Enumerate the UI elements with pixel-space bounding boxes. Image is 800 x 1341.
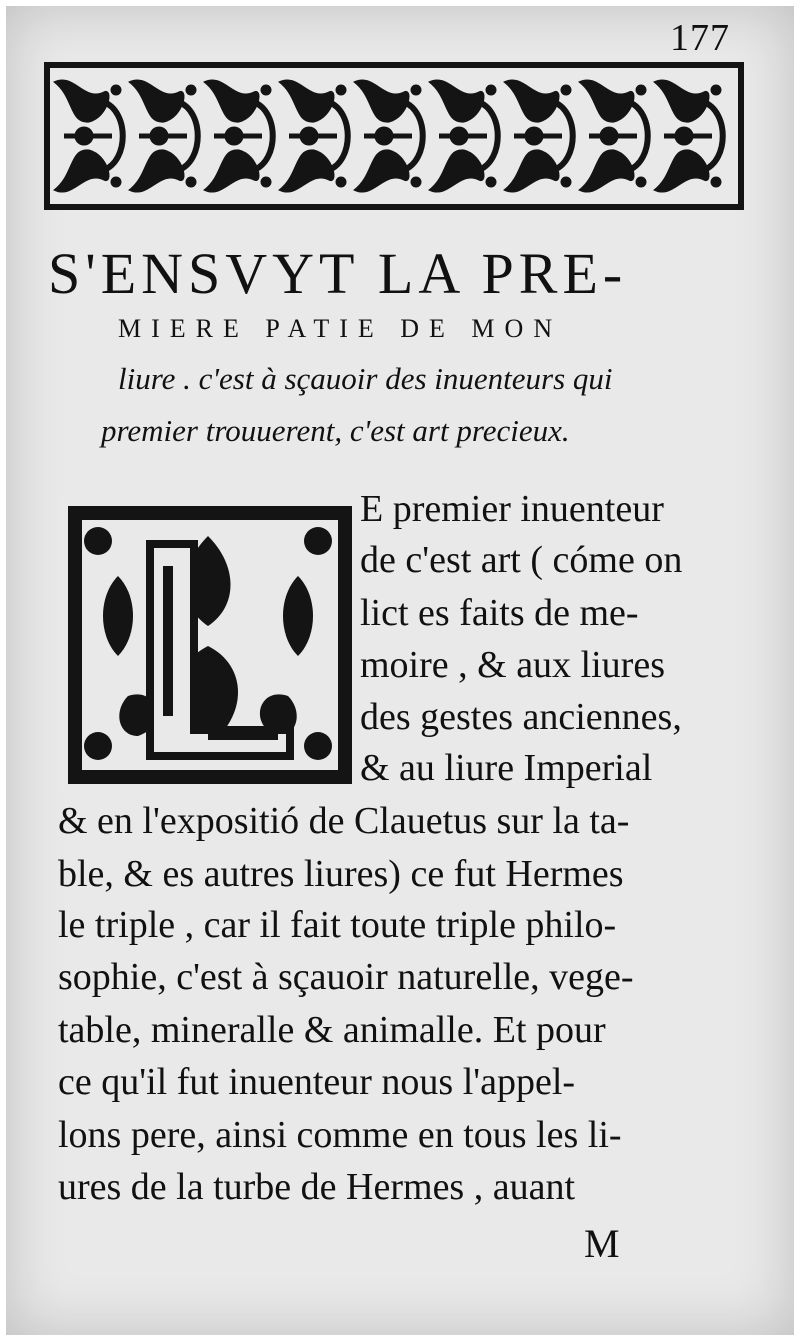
body-line: table, mineralle & animalle. Et pour xyxy=(58,1009,606,1051)
page-number: 177 xyxy=(670,17,730,59)
decorated-initial-L-icon xyxy=(58,496,362,794)
book-page xyxy=(6,6,794,1335)
body-line: & au liure Imperial xyxy=(360,747,653,789)
signature-mark: M xyxy=(584,1221,620,1266)
body-line: de c'est art ( cóme on xyxy=(360,539,683,581)
body-line: ble, & es autres liures) ce fut Hermes xyxy=(58,853,624,895)
heading-line-2: MIERE PATIE DE MON xyxy=(118,314,563,343)
heading-line-4: premier trouuerent, c'est art precieux. xyxy=(101,413,570,448)
body-line: lict es faits de me- xyxy=(360,592,639,634)
body-line: des gestes anciennes, xyxy=(360,696,682,738)
heading-line-1: S'ENSVYT LA PRE- xyxy=(48,241,628,306)
body-line: moire , & aux liures xyxy=(360,644,665,686)
body-line: ce qu'il fut inuenteur nous l'appel- xyxy=(58,1061,576,1103)
body-line: ures de la turbe de Hermes , auant xyxy=(58,1166,576,1208)
body-line: le triple , car il fait toute triple philo- xyxy=(58,904,617,946)
body-line: & en l'expositió de Clauetus sur la ta- xyxy=(58,800,630,842)
heading-line-3: liure . c'est à sçauoir des inuenteurs qui xyxy=(118,361,613,396)
body-line: lons pere, ainsi comme en tous les li- xyxy=(58,1114,622,1156)
body-line: sophie, c'est à sçauoir naturelle, vege- xyxy=(58,956,634,998)
ornamental-band-icon xyxy=(44,62,744,210)
body-line: E premier inuenteur xyxy=(360,488,664,530)
